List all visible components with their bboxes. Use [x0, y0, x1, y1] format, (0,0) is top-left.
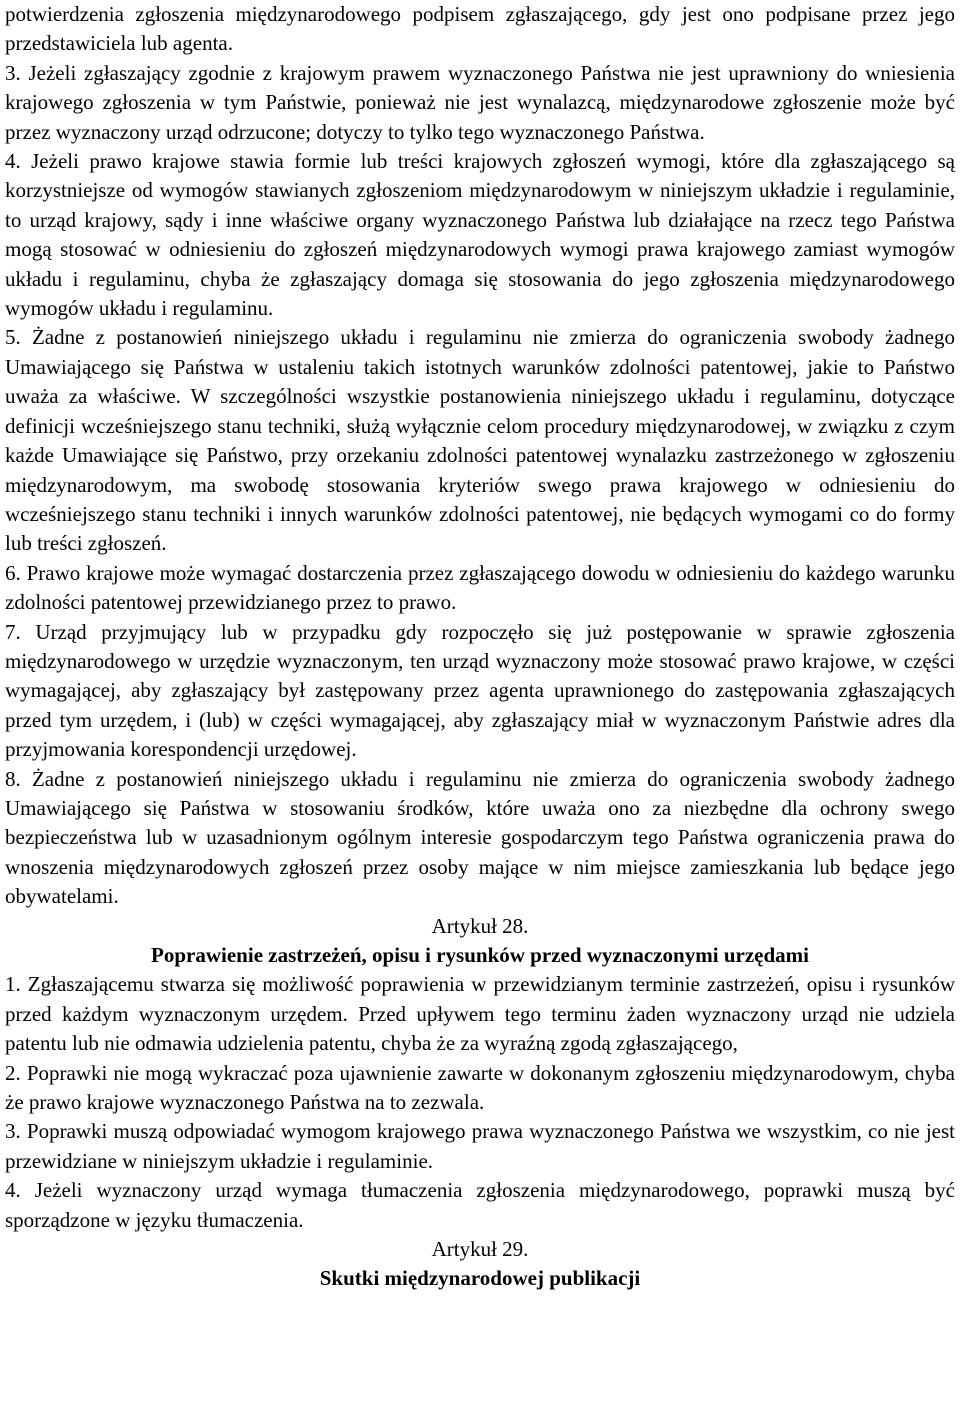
- paragraph-3: 3. Jeżeli zgłaszający zgodnie z krajowym prawem wyznaczonego Państwa nie jest uprawniony do wniesienia krajowego zgłoszenia w tym Państwie, ponieważ nie jest wynalazcą, międzynarodowe zgłoszenie może być przez wyznaczony urząd odrzucone; dotyczy to tylko tego wyznaczonego Państwa.: [5, 60, 955, 144]
- paragraph-8: 8. Żadne z postanowień niniejszego układu i regulaminu nie zmierza do ograniczenia swobody żadnego Umawiającego się Państwa w stosowaniu środków, które uważa ono za niezbędne dla ochrony swego bezpieczeństwa lub w uzasadnionym ogólnym interesie gospodarczym tego Państwa ograniczenia prawa do wnoszenia międzynarodowych zgłoszeń przez osoby mające w nim miejsce zamieszkania lub będące jego obywatelami.: [5, 766, 955, 909]
- article-29-number: Artykuł 29.: [431, 1237, 529, 1262]
- article-28-paragraph-2: 2. Poprawki nie mogą wykraczać poza ujawnienie zawarte w dokonanym zgłoszeniu międzynarodowym, chyba że prawo krajowe wyznaczonego Państwa na to zezwala.: [5, 1060, 955, 1115]
- paragraph-continuation: potwierdzenia zgłoszenia międzynarodowego podpisem zgłaszającego, gdy jest ono podpisane przez jego przedstawiciela lub agenta.: [5, 2, 955, 56]
- article-29-title: Skutki międzynarodowej publikacji: [319, 1266, 641, 1291]
- paragraph-6: 6. Prawo krajowe może wymagać dostarczenia przez zgłaszającego dowodu w odniesieniu do każdego warunku zdolności patentowej przewidzianego przez to prawo.: [5, 560, 955, 615]
- paragraph-4: 4. Jeżeli prawo krajowe stawia formie lub treści krajowych zgłoszeń wymogi, które dla zgłaszającego są korzystniejsze od wymogów stawianych zgłoszeniom międzynarodowym w niniejszym układzie i regulaminie, to urząd krajowy, sądy i inne właściwe organy wyznaczonego Państwa lub działające na rzecz tego Państwa mogą stosować w odniesieniu do zgłoszeń międzynarodowych wymogi prawa krajowego zamiast wymogów układu i regulaminu, chyba że zgłaszający domaga się stosowania do jego zgłoszenia międzynarodowego wymogów układu i regulaminu.: [5, 149, 955, 321]
- article-28-title: Poprawienie zastrzeżeń, opisu i rysunków przed wyznaczonymi urzędami: [151, 943, 809, 967]
- article-28-number: Artykuł 28.: [431, 913, 529, 938]
- article-28-paragraph-3: 3. Poprawki muszą odpowiadać wymogom krajowego prawa wyznaczonego Państwa we wszystkim, co nie jest przewidziane w niniejszym układzie i regulaminie.: [5, 1119, 955, 1173]
- paragraph-7: 7. Urząd przyjmujący lub w przypadku gdy rozpoczęło się już postępowanie w sprawie zgłoszenia międzynarodowego w urzędzie wyznaczonym, ten urząd wyznaczony może stosować prawo krajowe, w części wymagającej, aby zgłaszający był zastępowany przez agenta uprawnionego do zastępowania zgłaszających przed tym urzędem, i (lub) w części wymagającej, aby zgłaszający miał w wyznaczonym Państwie adres dla przyjmowania korespondencji urzędowej.: [5, 619, 955, 762]
- paragraph-5: 5. Żadne z postanowień niniejszego układu i regulaminu nie zmierza do ograniczenia swobody żadnego Umawiającego się Państwa w ustaleniu takich istotnych warunków zdolności patentowej, jakie to Państwo uważa za właściwe. W szczególności wszystkie postanowienia niniejszego układu i regulaminu, dotyczące definicji wcześniejszego stanu techniki, służą wyłącznie celom procedury międzynarodowej, w związku z czym każde Umawiające się Państwo, przy orzekaniu zdolności patentowej wynalazku zastrzeżonego w zgłoszeniu międzynarodowym, ma swobodę stosowania kryteriów swego prawa krajowego w odniesieniu do wcześniejszego stanu techniki i innych warunków zdolności patentowej, nie będących wymogami co do formy lub treści zgłoszeń.: [5, 325, 955, 556]
- article-28-paragraph-4: 4. Jeżeli wyznaczony urząd wymaga tłumaczenia zgłoszenia międzynarodowego, poprawki muszą być sporządzone w języku tłumaczenia.: [5, 1178, 955, 1232]
- article-28-paragraph-1: 1. Zgłaszającemu stwarza się możliwość poprawienia w przewidzianym terminie zastrzeżeń, opisu i rysunków przed każdym wyznaczonym urzędem. Przed upływem tego terminu żaden wyznaczony urząd nie udziela patentu lub nie odmawia udzielenia patentu, chyba że za wyraźną zgodą zgłaszającego,: [5, 972, 955, 1056]
